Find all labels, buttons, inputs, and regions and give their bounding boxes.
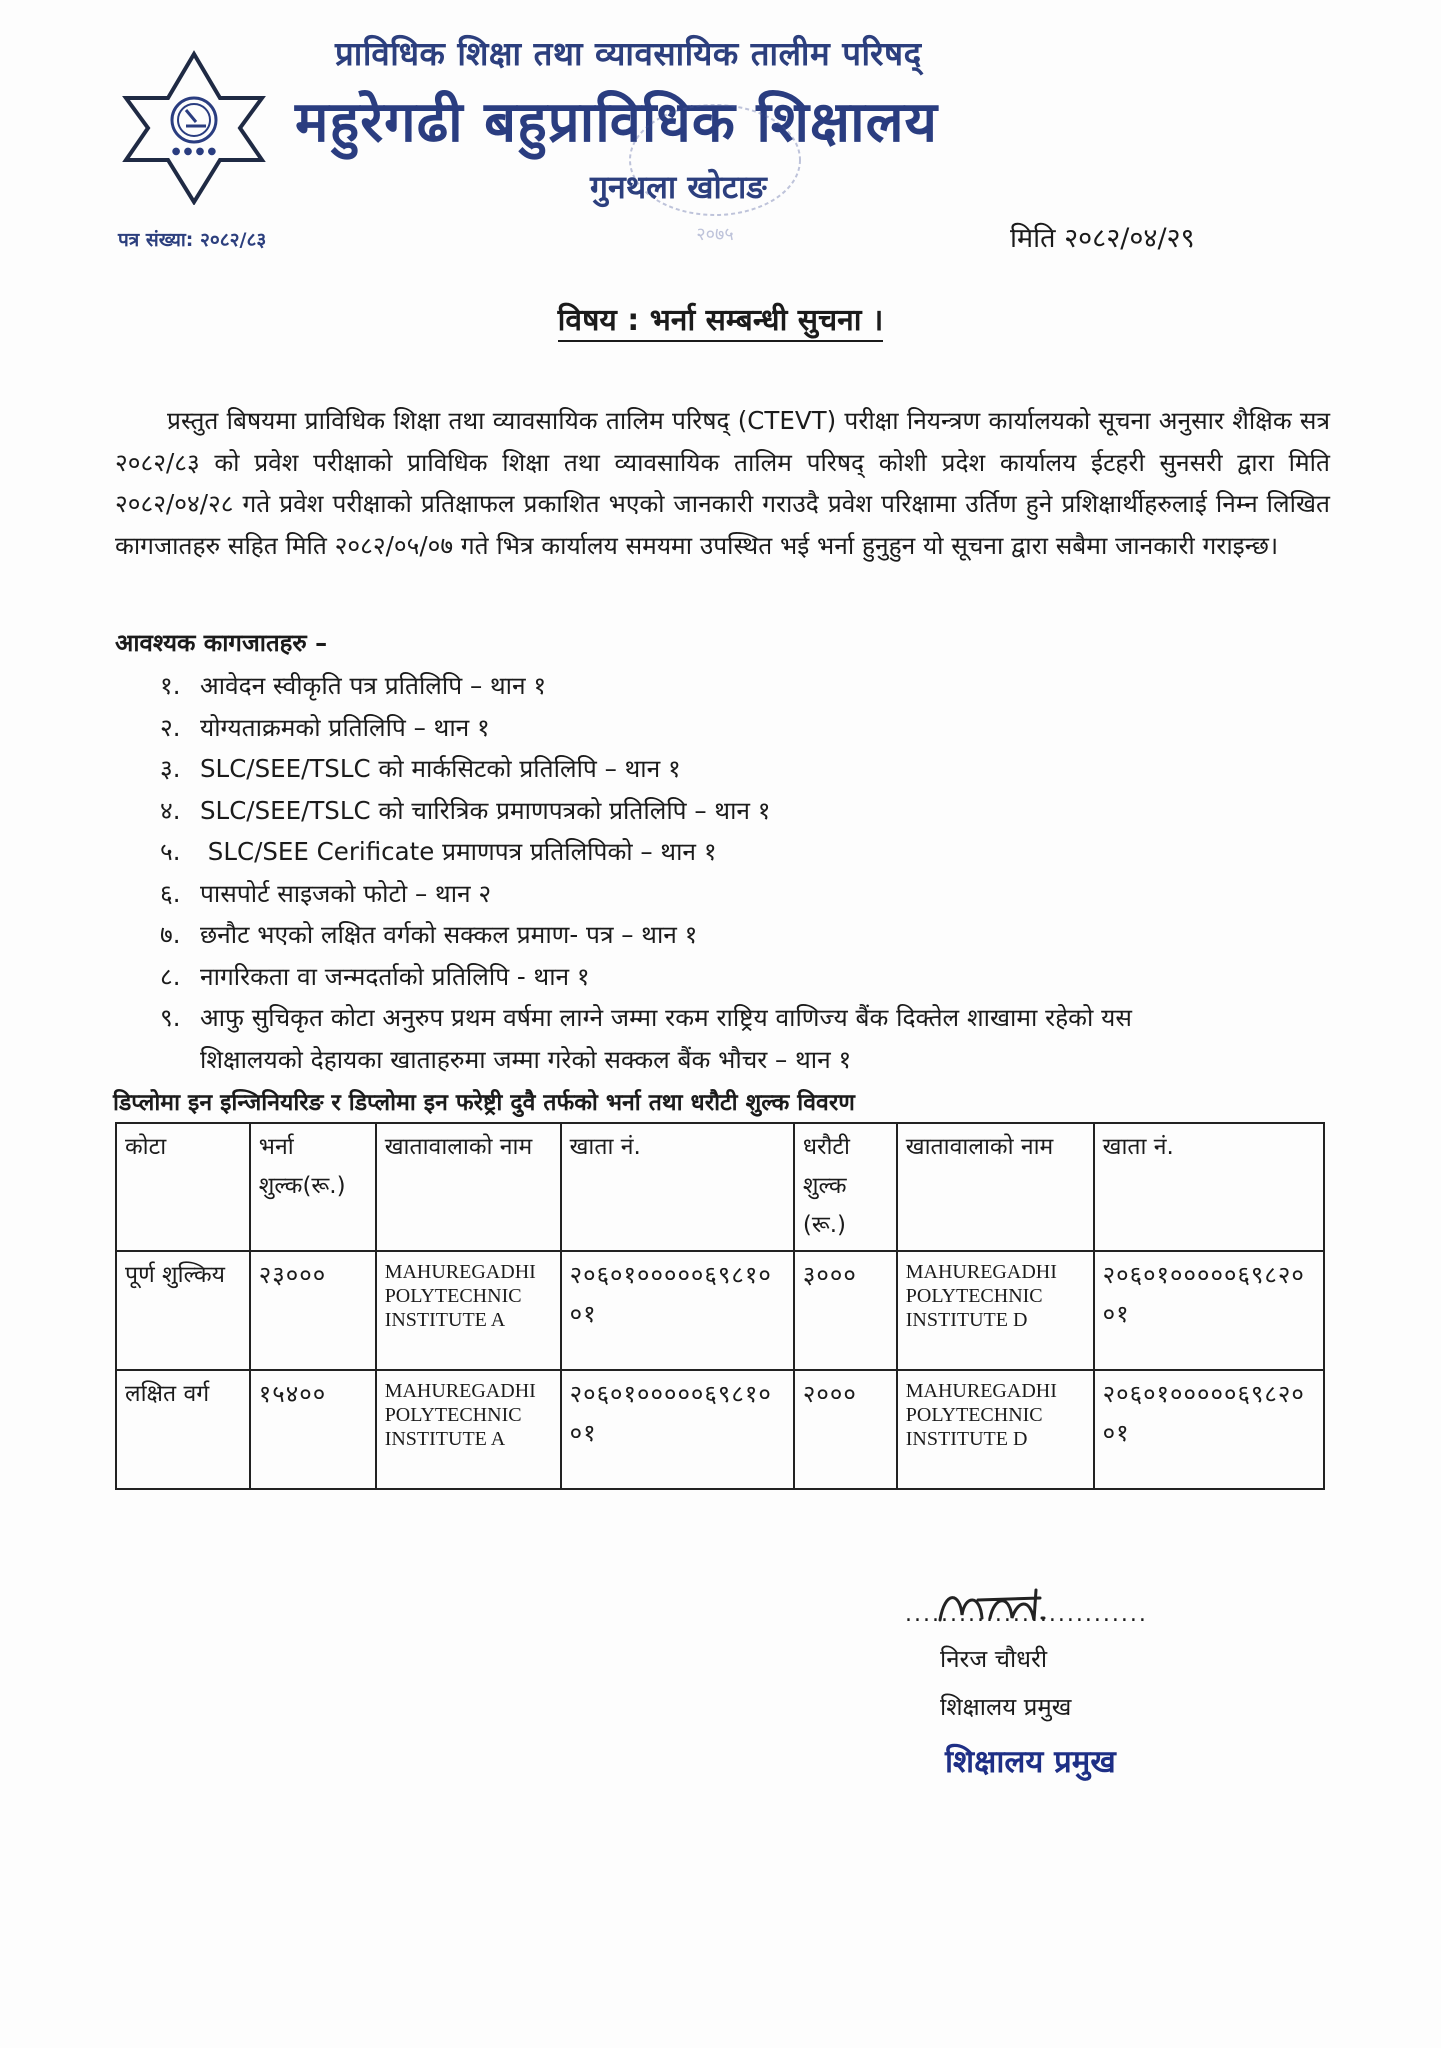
cell-deposit-fee: ३००० [794, 1251, 897, 1370]
cell-deposit-account-no: २०६०१०००००६९८२००१ [1094, 1370, 1324, 1489]
col-admission-fee: भर्ना शुल्क(रू.) [250, 1123, 376, 1251]
council-name: प्राविधिक शिक्षा तथा व्यावसायिक तालीम परिषद् [335, 34, 922, 73]
list-item: ७. छनौट भएको लक्षित वर्गको सक्कल प्रमाण- पत्र – थान १ [160, 920, 698, 949]
subject-text: विषय : भर्ना सम्बन्धी सुचना । [558, 303, 884, 342]
svg-text:● ● ● ●: ● ● ● ● [171, 146, 217, 157]
cell-account-holder: MAHUREGADHI POLYTECHNIC INSTITUTE A [376, 1251, 561, 1370]
nepal-star-emblem-icon [122, 50, 267, 205]
col-deposit-fee: धरौटी शुल्क (रू.) [794, 1123, 897, 1251]
cell-admission-fee: १५४०० [250, 1370, 376, 1489]
required-documents-heading: आवश्यक कागजातहरु – [115, 629, 328, 657]
signer-name: निरज चौधरी [940, 1645, 1048, 1673]
stamp-year: २०७५ [696, 224, 734, 245]
letter-date: मिति २०८२/०४/२९ [1010, 223, 1195, 254]
list-item: ६. पासपोर्ट साइजको फोटो – थान २ [160, 878, 492, 908]
col-deposit-account-holder: खातावालाको नाम [897, 1123, 1094, 1251]
cell-account-no: २०६०१०००००६९८१००१ [561, 1370, 794, 1489]
col-account-holder: खातावालाको नाम [376, 1123, 561, 1251]
table-row [116, 1370, 1324, 1489]
cell-deposit-fee: २००० [794, 1370, 897, 1489]
signature-line: ........................... [905, 1602, 1148, 1627]
list-item: ४. SLC/SEE/TSLC को चारित्रिक प्रमाणपत्रको प्रतिलिपि – थान १ [160, 795, 771, 825]
fee-table-title: डिप्लोमा इन इन्जिनियरिङ र डिप्लोमा इन फरेष्ट्री दुवै तर्फको भर्ना तथा धरौटी शुल्क विवरण [113, 1090, 855, 1116]
notice-body-text: प्रस्तुत बिषयमा प्राविधिक शिक्षा तथा व्यावसायिक तालिम परिषद् (CTEVT) परीक्षा नियन्त्रण कार्यालयको सूचना अनुसार शैक्षिक सत्र २०८२/८३ को प्रवेश परीक्षाको प्राविधिक शिक्षा तथा व्यावसायिक तालिम परिषद् कोशी प्रदेश कार्यालय ईटहरी सुनसरी द्वारा मिति २०८२/०४/२८ गते प्रवेश परीक्षाको प्रतिक्षाफल प्रकाशित भएको जानकारी गराउदै प्रवेश परिक्षामा उर्तिण हुने प्रशिक्षार्थीहरुलाई निम्न लिखित कागजातहरु सहित मिति २०८२/०५/०७ गते भित्र कार्यालय समयमा उपस्थित भई भर्ना हुनुहुन यो सूचना द्वारा सबैमा जानकारी गराइन्छ। [115, 406, 1330, 560]
col-deposit-account-no: खाता नं. [1094, 1123, 1324, 1251]
cell-quota: पूर्ण शुल्किय [116, 1251, 250, 1370]
signer-title: शिक्षालय प्रमुख [940, 1693, 1072, 1721]
cell-deposit-account-holder: MAHUREGADHI POLYTECHNIC INSTITUTE D [897, 1251, 1094, 1370]
table-header-row [116, 1123, 1324, 1251]
fee-table [115, 1122, 1325, 1490]
cell-admission-fee: २३००० [250, 1251, 376, 1370]
cell-deposit-account-holder: MAHUREGADHI POLYTECHNIC INSTITUTE D [897, 1370, 1094, 1489]
school-name: महुरेगढी बहुप्राविधिक शिक्षालय [295, 90, 939, 155]
list-item: ५. SLC/SEE Cerificate प्रमाणपत्र प्रतिलिपिको – थान १ [160, 837, 717, 866]
table-row [116, 1251, 1324, 1370]
list-item: ९. आफु सुचिकृत कोटा अनुरुप प्रथम वर्षमा लाग्ने जम्मा रकम राष्ट्रिय वाणिज्य बैंक दिक्तेल शाखामा रहेको यस शिक्षालयको देहायका खाताहरुमा जम्मा गरेको सक्कल बैंक भौचर – थान १ [160, 1003, 1132, 1074]
col-account-no: खाता नं. [561, 1123, 794, 1251]
list-item: २. योग्यताक्रमको प्रतिलिपि – थान १ [160, 712, 490, 742]
list-item: १. आवेदन स्वीकृति पत्र प्रतिलिपि – थान १ [160, 671, 547, 700]
subject-line [0, 298, 1441, 339]
col-quota: कोटा [116, 1123, 250, 1251]
list-item: ८. नागरिकता वा जन्मदर्ताको प्रतिलिपि - थान १ [160, 961, 590, 991]
list-item: ३. SLC/SEE/TSLC को मार्कसिटको प्रतिलिपि – थान १ [160, 754, 681, 783]
school-address: गुनथला खोटाङ [590, 168, 767, 206]
cell-deposit-account-no: २०६०१०००००६९८२००१ [1094, 1251, 1324, 1370]
cell-account-holder: MAHUREGADHI POLYTECHNIC INSTITUTE A [376, 1370, 561, 1489]
cell-quota: लक्षित वर्ग [116, 1370, 250, 1489]
notice-body [115, 400, 1330, 566]
designation-stamp: शिक्षालय प्रमुख [945, 1744, 1116, 1780]
letter-number: पत्र संख्या: २०८२/८३ [118, 229, 267, 251]
cell-account-no: २०६०१०००००६९८१००१ [561, 1251, 794, 1370]
required-documents-list [160, 665, 1340, 1080]
